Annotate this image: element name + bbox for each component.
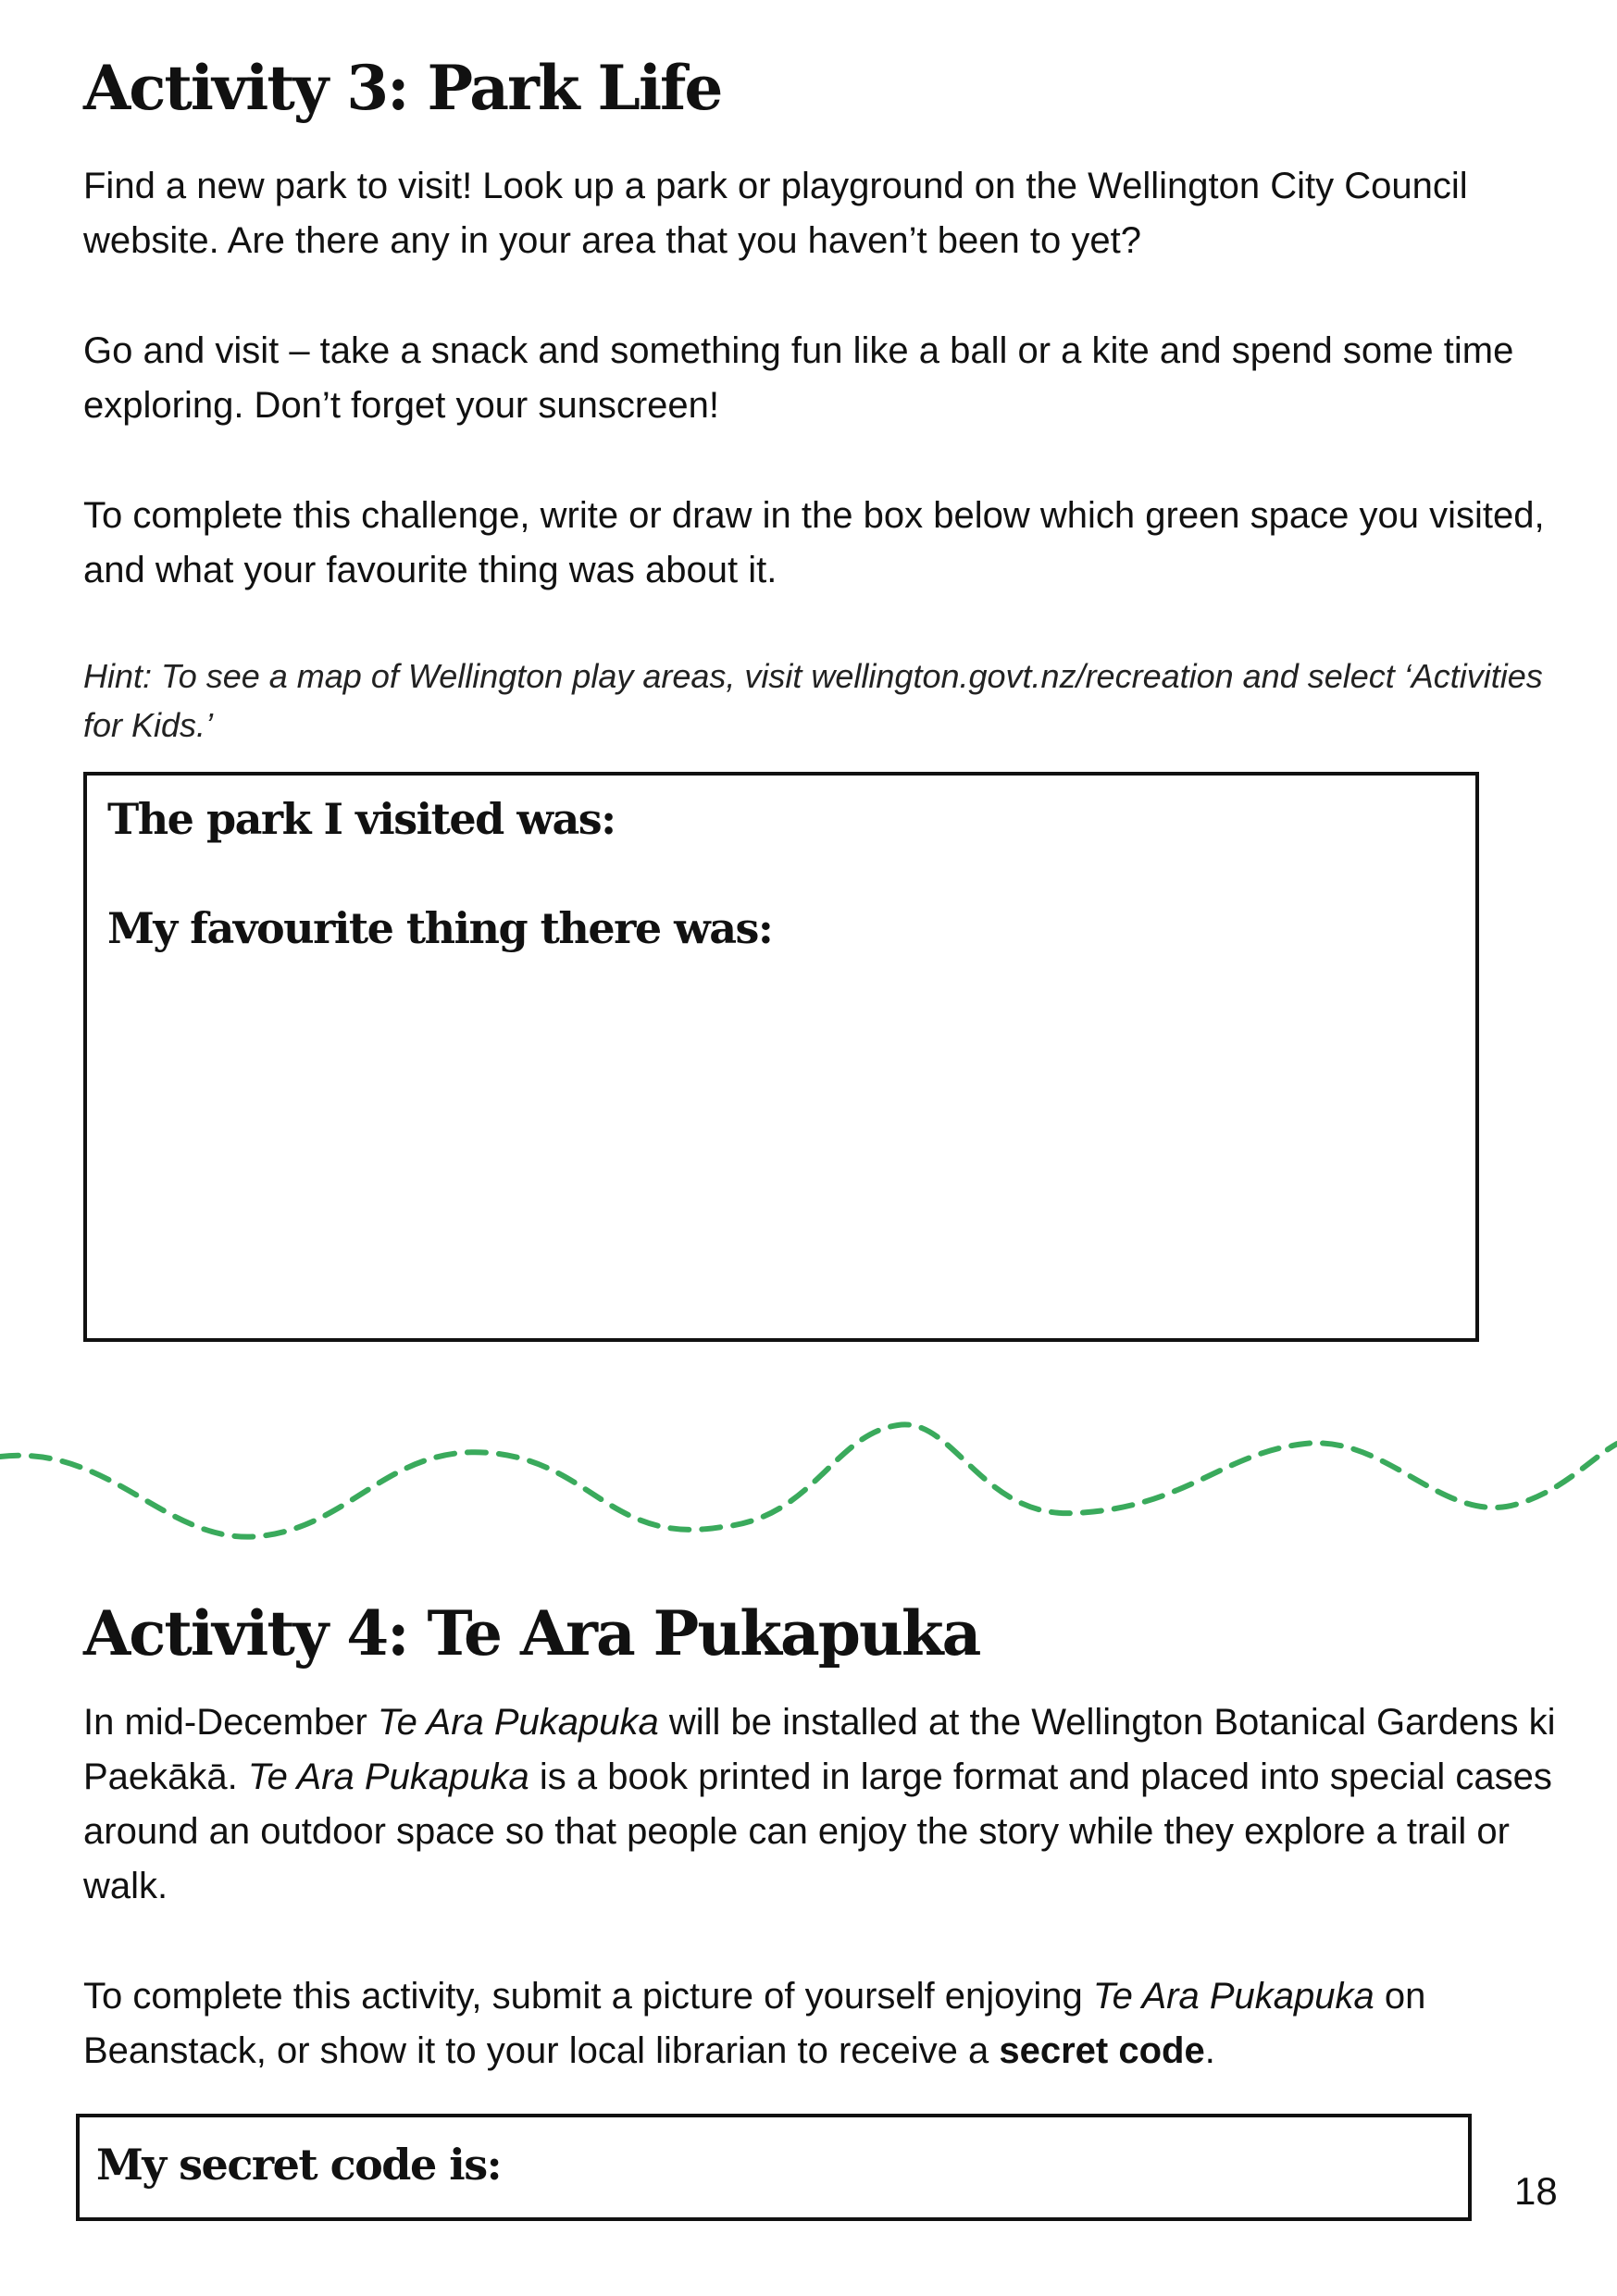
instructions-text: To complete this activity, submit a picture of yourself enjoying <box>83 1976 1093 2017</box>
activity-4-title: Activity 4: Te Ara Pukapuka <box>83 1597 980 1669</box>
description-text: In mid-December <box>83 1702 378 1743</box>
description-text: is a book printed in large format and placed into special cases around an outdoor space so that people can enjoy the story while they explore a trail or walk. <box>83 1756 1552 1906</box>
book-title-emphasis: Te Ara Pukapuka <box>377 1702 659 1743</box>
page-number: 18 <box>1514 2169 1558 2213</box>
book-title-emphasis: Te Ara Pukapuka <box>247 1756 529 1797</box>
secret-code-box[interactable] <box>76 2114 1472 2221</box>
activity-3-title: Activity 3: Park Life <box>83 52 722 124</box>
book-title-emphasis: Te Ara Pukapuka <box>1092 1976 1374 2017</box>
favourite-thing-label: My favourite thing there was: <box>107 903 773 953</box>
dashed-wave-divider <box>0 1388 1617 1555</box>
description-text: will be installed at the Wellington Botanical Gardens ki Paekākā. <box>83 1702 1556 1797</box>
instructions-text: . <box>1204 2030 1215 2071</box>
wave-line <box>0 1424 1617 1536</box>
activity-3-hint: Hint: To see a map of Wellington play areas, visit wellington.govt.nz/recreation and select ‘Activities for Kids.’ <box>83 657 1543 744</box>
park-response-box[interactable] <box>83 772 1479 1342</box>
activity-4-instructions-paragraph <box>83 1969 1564 2079</box>
activity-3-intro-paragraph: Find a new park to visit! Look up a park or playground on the Wellington City Council website. Are there any in your area that you haven’t been to yet? <box>83 166 1468 261</box>
activity-3-visit-paragraph: Go and visit – take a snack and something fun like a ball or a kite and spend some time exploring. Don’t forget your sunscreen! <box>83 330 1514 426</box>
activity-3-instructions-paragraph: To complete this challenge, write or draw in the box below which green space you visited, and what your favourite thing was about it. <box>83 495 1545 590</box>
secret-code-emphasis: secret code <box>999 2030 1205 2071</box>
activity-4-description-paragraph <box>83 1695 1564 1914</box>
secret-code-label: My secret code is: <box>96 2140 502 2190</box>
instructions-text: on Beanstack, or show it to your local librarian to receive a <box>83 1976 1426 2071</box>
park-visited-label: The park I visited was: <box>107 794 616 844</box>
